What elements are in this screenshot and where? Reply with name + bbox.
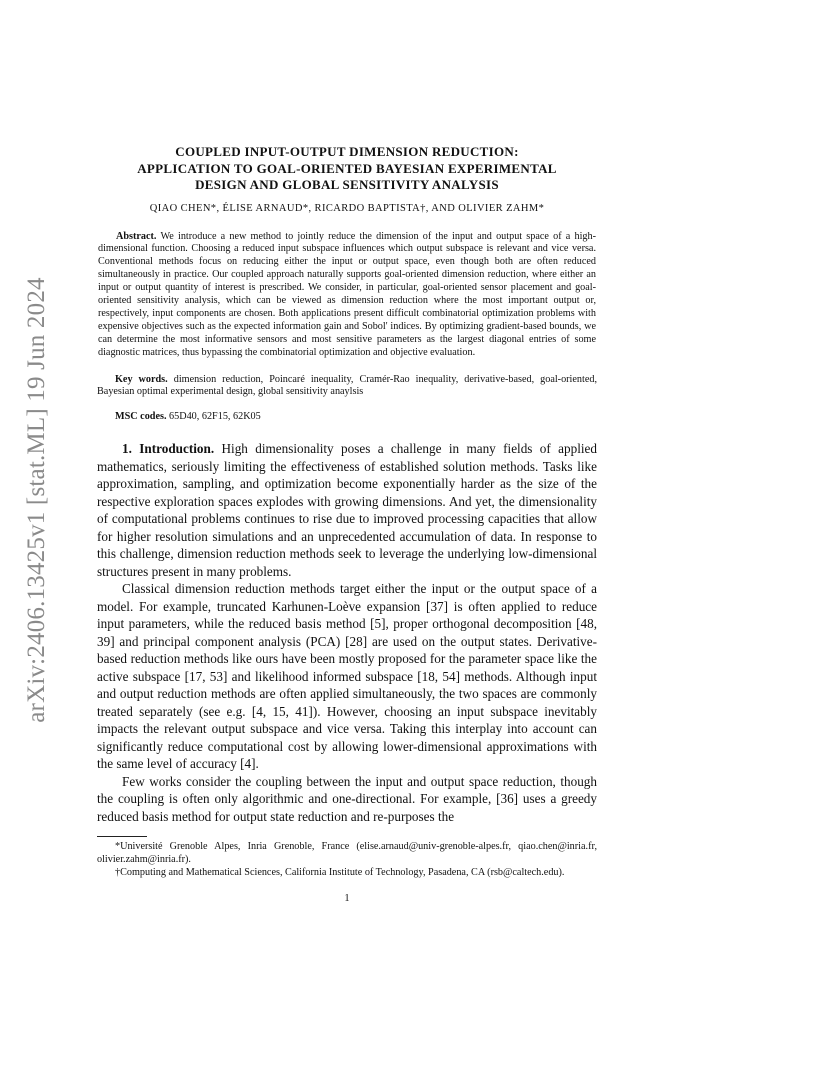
paper-title bbox=[97, 144, 597, 194]
title-line-3: DESIGN AND GLOBAL SENSITIVITY ANALYSIS bbox=[195, 177, 499, 192]
page-number: 1 bbox=[344, 893, 350, 905]
abstract-text: We introduce a new method to jointly reduce the dimension of the input and output space of a high-dimensional function. Choosing a reduced input subspace influences which output subspace is relevant and vice versa. Conventional methods focus on reducing either the input or output space, even though both are often reduced simultaneously in practice. Our coupled approach naturally supports goal-oriented dimension reduction, where either an input or output quantity of interest is prescribed. We consider, in particular, goal-oriented sensor placement and goal-oriented sensitivity analysis, which can be viewed as dimension reduction where the most important output or, respectively, input components are chosen. Both applications present difficult combinatorial optimization problems with expensive objectives such as the expected information gain and Sobol' indices. By optimizing gradient-based bounds, we can determine the most informative sensors and most sensitive parameters as the largest diagonal entries of some diagnostic matrices, thus bypassing the combinatorial optimization and objective evaluation. bbox=[98, 230, 596, 358]
abstract bbox=[97, 231, 597, 360]
arxiv-identifier bbox=[20, 277, 54, 723]
keywords bbox=[97, 374, 597, 400]
intro-paragraph-3: Few works consider the coupling between the input and output space reduction, though the coupling is often only algorithmic and one-directional. For example, [36] uses a greedy reduced basis method for output state reduction and re-purposes the bbox=[97, 773, 597, 824]
section-introduction bbox=[97, 440, 597, 825]
title-line-1: COUPLED INPUT-OUTPUT DIMENSION REDUCTION: bbox=[175, 144, 519, 159]
msc-codes bbox=[97, 411, 597, 422]
keywords-text: dimension reduction, Poincaré inequality, Cramér-Rao inequality, derivative-based, goal-oriented, Bayesian optimal experimental design, global sensitivity anaylsis bbox=[97, 373, 597, 398]
msc-label: MSC codes. bbox=[115, 411, 167, 423]
arxiv-identifier-text: arXiv:2406.13425v1 [stat.ML] 19 Jun 2024 bbox=[23, 277, 50, 723]
msc-text: 65D40, 62F15, 62K05 bbox=[169, 411, 261, 423]
title-line-2: APPLICATION TO GOAL-ORIENTED BAYESIAN EXPERIMENTAL bbox=[137, 160, 557, 176]
footnotes bbox=[97, 841, 597, 880]
footnote-2: †Computing and Mathematical Sciences, California Institute of Technology, Pasadena, CA (rsb@caltech.edu). bbox=[115, 867, 565, 879]
intro-paragraph-2: Classical dimension reduction methods target either the input or the output space of a model. For example, truncated Karhunen-Loève expansion [37] is often applied to reduce input parameters, while the reduced basis method [5], proper orthogonal decomposition [48, 39] and principal component analysis (PCA) [28] are used on the output states. Derivative-based reduction methods like ours have been mostly proposed for the parameter space like the active subspace [17, 53] and likelihood informed subspace [18, 54] methods. Although input and output reduction methods are often applied simultaneously, the two spaces are commonly treated separately (see e.g. [4, 15, 41]). However, choosing an input subspace inevitably impacts the relevant output subspace and vice versa. Taking this interplay into account can significantly reduce computational cost by allowing lower-dimensional approximations with the same level of accuracy [4]. bbox=[97, 581, 597, 772]
abstract-label: Abstract. bbox=[116, 230, 157, 242]
footnote-divider bbox=[97, 836, 147, 837]
footnote-1: *Université Grenoble Alpes, Inria Grenoble, France (elise.arnaud@univ-grenoble-alpes.fr, qiao.chen@inria.fr, olivier.zahm@inria.fr). bbox=[97, 841, 597, 866]
section-heading: 1. Introduction. bbox=[122, 441, 215, 457]
paper-page bbox=[97, 144, 597, 904]
keywords-label: Key words. bbox=[115, 373, 168, 385]
paragraph-text: High dimensionality poses a challenge in many fields of applied mathematics, seriously limiting the effectiveness of established solution methods. Tasks like approximation, sampling, and optimization become exponentially harder as the size of the respective exploration spaces explodes with growing dimensions. And yet, the dimensionality of computational problems continues to rise due to improved processing capacities that allow for higher resolution simulations and an unprecedented accumulation of data. In response to this challenge, dimension reduction methods seek to leverage the underlying low-dimensional structures present in many problems. bbox=[97, 441, 597, 579]
author-list: QIAO CHEN*, ÉLISE ARNAUD*, RICARDO BAPTISTA†, AND OLIVIER ZAHM* bbox=[149, 202, 545, 214]
intro-paragraph-1 bbox=[97, 440, 597, 580]
